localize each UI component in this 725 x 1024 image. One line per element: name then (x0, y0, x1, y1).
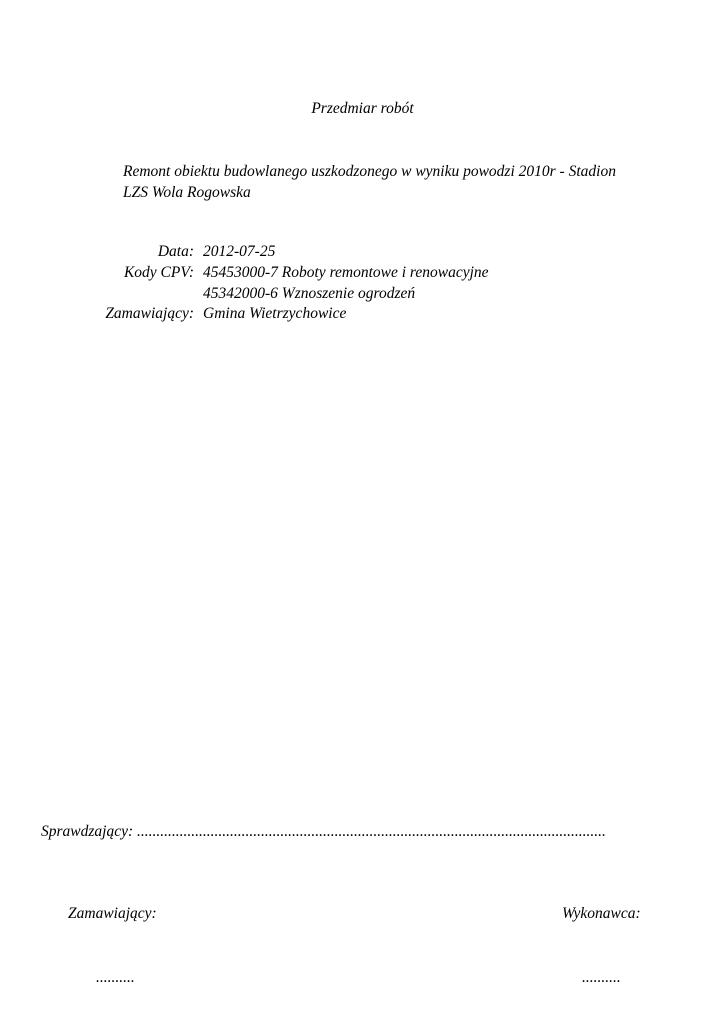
cpv-code-2: 45342000-6 Wznoszenie ogrodzeń (203, 285, 416, 302)
contractor-signature-label: Wykonawca: (562, 905, 641, 922)
document-title: Przedmiar robót (311, 100, 414, 117)
date-value: 2012-07-25 (203, 243, 276, 260)
project-subject (123, 161, 616, 203)
subject-line-1: Remont obiektu budowlanego uszkodzonego w wyniku powodzi 2010r - Stadion (123, 163, 616, 180)
client-value: Gmina Wietrzychowice (203, 305, 347, 322)
subject-line-2: LZS Wola Rogowska (123, 184, 251, 201)
cpv-code-1: 45453000-7 Roboty remontowe i renowacyjne (203, 264, 489, 281)
checker-signature-line: Sprawdzający: ......................................................................................................................... (41, 823, 606, 840)
contractor-signature-dots: .......... (582, 969, 621, 986)
client-signature-label: Zamawiający: (68, 905, 157, 922)
client-label: Zamawiający: (105, 305, 194, 322)
cpv-label: Kody CPV: (123, 264, 194, 281)
date-label: Data: (157, 243, 194, 260)
client-signature-dots: .......... (96, 969, 135, 986)
